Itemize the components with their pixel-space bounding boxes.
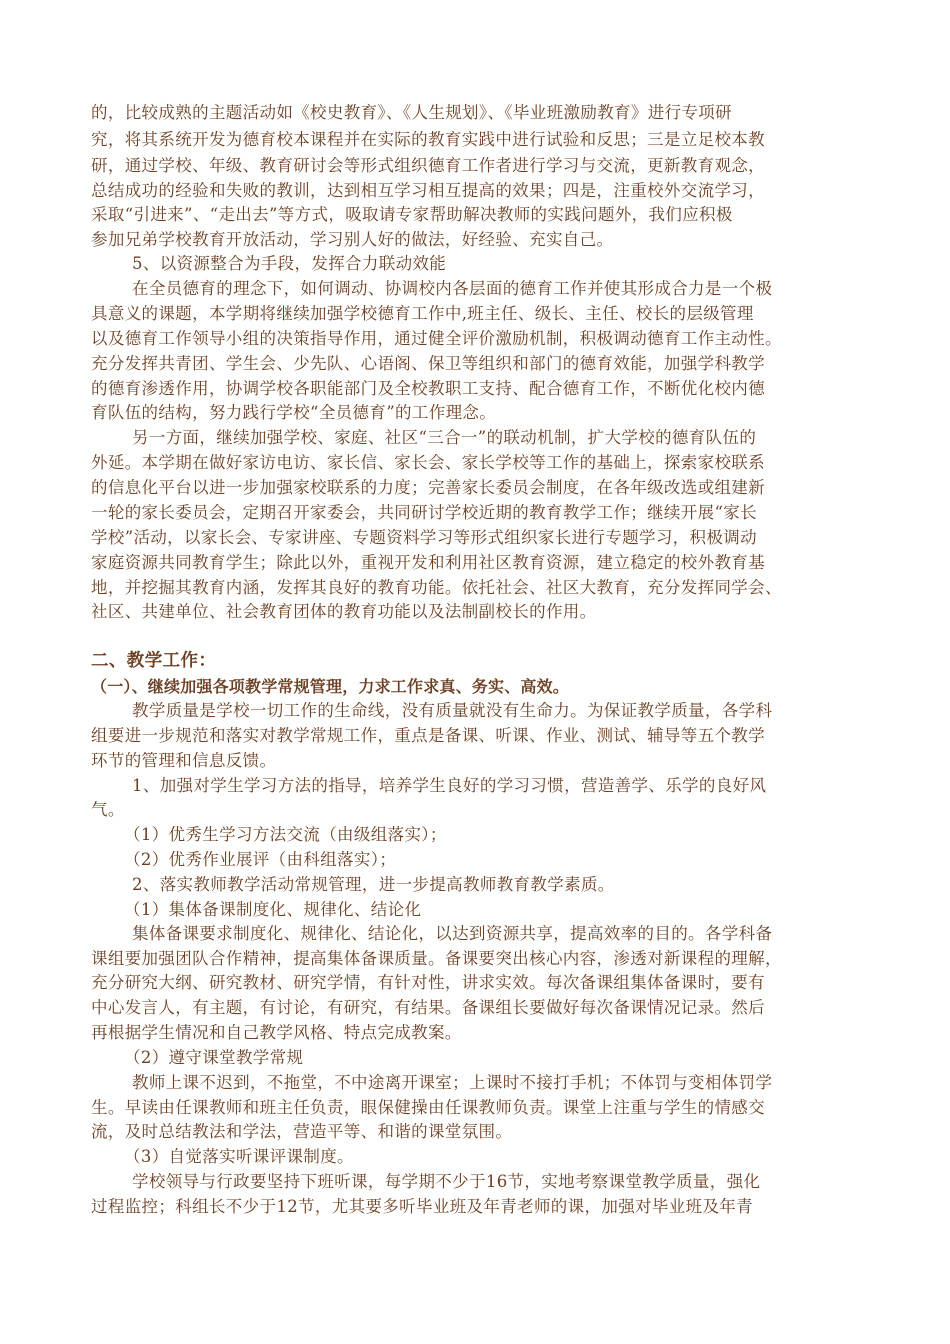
text-line: 集体备课要求制度化、规律化、结论化，以达到资源共享，提高效率的目的。各学科备 [132,924,773,943]
text-line: 充分发挥共青团、学生会、少先队、心语阁、保卫等组织和部门的德育效能，加强学科教学 [91,354,765,373]
list-item: （1）集体备课制度化、规律化、结论化 [124,900,422,919]
text-line: 课组要加强团队合作精神，提高集体备课质量。备课要突出核心内容，渗透对新课程的理解， [91,949,782,968]
text-line: 家庭资源共同教育学生；除此以外，重视开发和利用社区教育资源，建立稳定的校外教育基 [91,553,765,572]
text-line: 育队伍的结构，努力践行学校“全员德育”的工作理念。 [91,403,497,422]
text-line: 2、落实教师教学活动常规管理，进一步提高教师教育教学素质。 [132,875,615,894]
text-line: 生。早读由任课教师和班主任负责，眼保健操由任课教师负责。课堂上注重与学生的情感交 [91,1098,765,1117]
text-line: 采取“引进来”、“走出去”等方式，吸取请专家帮助解决教师的实践问题外，我们应积极 [91,205,733,224]
text-line: 环节的管理和信息反馈。 [91,751,277,770]
text-line: 的信息化平台以进一步加强家校联系的力度；完善家长委员会制度，在各年级改选或组建新 [91,478,765,497]
text-line: 社区、共建单位、社会教育团体的教育功能以及法制副校长的作用。 [91,602,597,621]
text-line: 的德育渗透作用，协调学校各职能部门及全校教职工支持、配合德育工作，不断优化校内德 [91,379,765,398]
text-line: 教学质量是学校一切工作的生命线，没有质量就没有生命力。为保证教学质量，各学科 [132,701,773,720]
text-line: 学校”活动，以家长会、专家讲座、专题资料学习等形式组织家长进行专题学习，积极调动 [91,528,757,547]
text-line: 究，将其系统开发为德育校本课程并在实际的教育实践中进行试验和反思；三是立足校本教 [91,130,765,149]
text-line: 过程监控；科组长不少于12节，尤其要多听毕业班及年青老师的课，加强对毕业班及年青 [91,1197,753,1216]
text-line: 一轮的家长委员会，定期召开家委会，共同研讨学校近期的教育教学工作；继续开展“家长 [91,503,757,522]
text-line: 具意义的课题，本学期将继续加强学校德育工作中,班主任、级长、主任、校长的层级管理 [91,304,754,323]
list-item: （2）遵守课堂教学常规 [124,1048,304,1067]
text-line: 以及德育工作领导小组的决策指导作用，通过健全评价激励机制，积极调动德育工作主动性。 [91,329,782,348]
text-line: 的，比较成熟的主题活动如《校史教育》、《人生规划》、《毕业班激励教育》进行专项研 [91,103,732,122]
text-line: 地，并挖掘其教育内涵，发挥其良好的教育功能。依托社会、社区大教育，充分发挥同学会、 [91,578,782,597]
text-line: 研，通过学校、年级、教育研讨会等形式组织德育工作者进行学习与交流，更新教育观念， [91,156,765,175]
text-line: 学校领导与行政要坚持下班听课，每学期不少于16节，实地考察课堂教学质量，强化 [132,1172,761,1191]
text-line: 组要进一步规范和落实对教学常规工作，重点是备课、听课、作业、测试、辅导等五个教学 [91,726,765,745]
text-line: 充分研究大纲、研究教材、研究学情，有针对性，讲求实效。每次备课组集体备课时，要有 [91,973,765,992]
list-item: （2）优秀作业展评（由科组落实）； [124,850,397,869]
text-line: 流，及时总结教法和学法，营造平等、和谐的课堂氛围。 [91,1122,513,1141]
text-line: 另一方面，继续加强学校、家庭、社区“三合一”的联动机制，扩大学校的德育队伍的 [132,428,757,447]
list-item: （1）优秀生学习方法交流（由级组落实）； [124,825,447,844]
list-item: （3）自觉落实听课评课制度。 [124,1147,354,1166]
text-line: 参加兄弟学校教育开放活动，学习别人好的做法，好经验、充实自己。 [91,230,614,249]
text-line: 中心发言人，有主题，有讨论，有研究，有结果。备课组长要做好每次备课情况记录。然后 [91,998,765,1017]
text-line: 在全员德育的理念下，如何调动、协调校内各层面的德育工作并使其形成合力是一个极 [132,279,773,298]
subsection-heading: （一）、继续加强各项教学常规管理，力求工作求真、务实、高效。 [91,677,570,696]
text-line: 气。 [91,800,125,819]
text-line: 总结成功的经验和失败的教训，达到相互学习相互提高的效果；四是，注重校外交流学习， [91,181,765,200]
section-heading: 5、以资源整合为手段，发挥合力联动效能 [132,254,447,273]
text-line: 教师上课不迟到，不拖堂，不中途离开课室；上课时不接打手机；不体罚与变相体罚学 [132,1073,773,1092]
text-line: 再根据学生情况和自己教学风格、特点完成教案。 [91,1023,462,1042]
text-line: 外延。本学期在做好家访电访、家长信、家长会、家长学校等工作的基础上，探索家校联系 [91,453,765,472]
text-line: 1、加强对学生学习方法的指导，培养学生良好的学习习惯，营造善学、乐学的良好风 [132,776,767,795]
chapter-heading: 二、教学工作： [91,651,217,671]
